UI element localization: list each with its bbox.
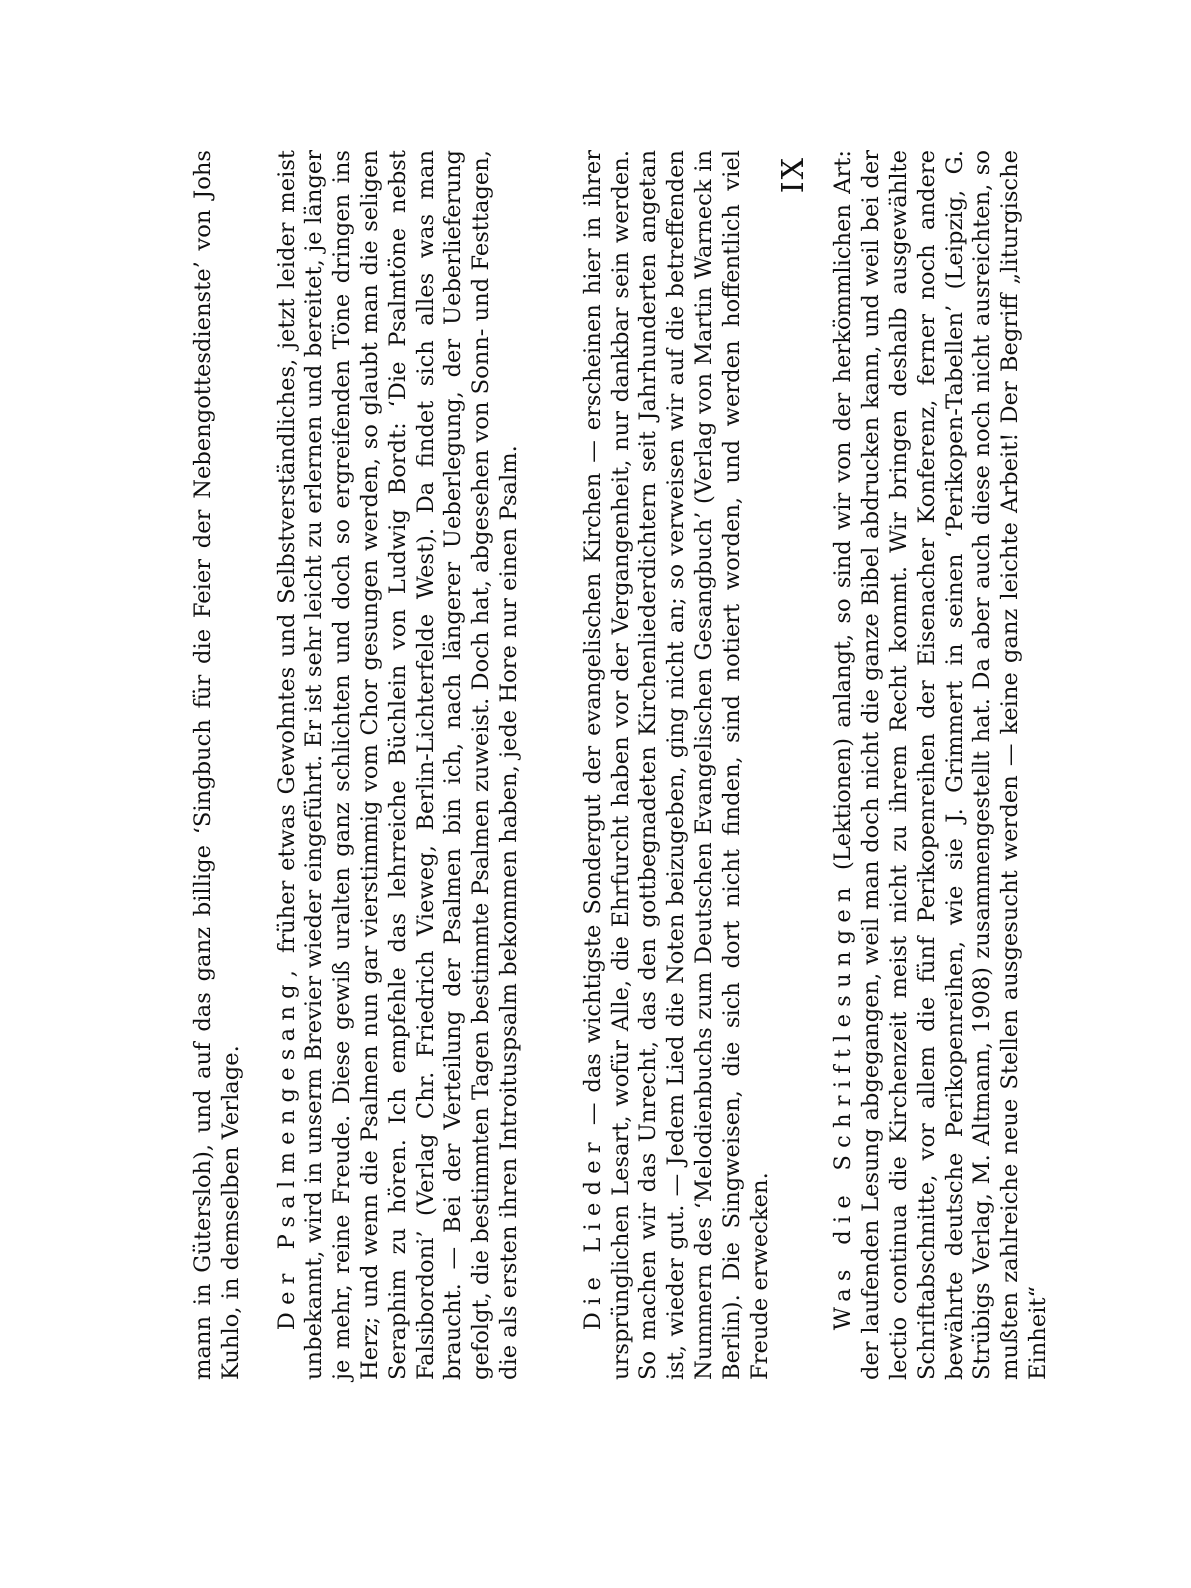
paragraph-text: — das wichtigste Sondergut der evangelischen Kirchen — erscheinen hier in ihrer ursprünglichen Lesart, wofür Alle, die Ehrfurcht haben vor der Vergangenheit, nur dankbar sein werden. So machen wir das Unrecht, das den gottbegnadeten Kirchenliederdichtern seit Jahrhunderten angetan ist, wieder gut. — Jedem Lied die Noten beizugeben, ging nicht an; so verweisen wir auf die betreffenden Nummern des ‘Melodienbuchs zum Deutschen Evangelischen Gesangbuch’ (Verlag von Martin Warneck in Berlin). Die Singweisen, die sich dort nicht finden, sind notiert worden, und werden hoffentlich viel Freude erwecken.	[579, 150, 773, 1380]
rotated-text-block	[190, 150, 1051, 1380]
paragraph-lead: Der Psalmengesang,	[273, 962, 300, 1331]
paragraph-text: mann in Gütersloh), und auf das ganz billige ‘Singbuch für die Feier der Nebengottesdienste’ von Johs Kuhlo, in demselben Verlage.	[190, 150, 244, 1380]
page-number: IX	[776, 156, 812, 194]
paragraph-schriftlesungen	[830, 150, 1052, 1380]
paragraph-psalmengesang	[274, 150, 524, 1380]
paragraph-lead: Die Lieder	[579, 1135, 606, 1331]
paragraph-continuation	[190, 150, 246, 1380]
paragraph-text: (Lektionen) anlangt, so sind wir von der herkömmlichen Art: der laufenden Lesung abgegangen, weil man doch nicht die ganze Bibel abdrucken kann, und weil bei der lectio continua die Kirchenzeit meist nicht zu ihrem Recht kommt. Wir bringen deshalb ausgewählte Schriftabschnitte, vor allem die fünf Perikopenreihen der Eisenacher Konferenz, ferner noch andere bewährte deutsche Perikopenreihen, wie sie J. Grimmert in seinen ‘Perikopen-Tabellen’ (Leipzig, G. Strübigs Verlag, M. Altmann, 1908) zusammengestellt hat. Da aber auch diese noch nicht ausreichten, so mußten zahlreiche neue Stellen ausgesucht werden — keine ganz leichte Arbeit! Der Begriff „liturgische Einheit“	[830, 150, 1051, 1380]
paragraph-lead: Was die Schriftlesungen	[830, 880, 857, 1331]
paragraph-lieder	[580, 150, 775, 1380]
paragraph-text: früher etwas Gewohntes und Selbstverständliches, jetzt leider meist unbekannt, wird in unserm Brevier wieder eingeführt. Er ist sehr leicht zu erlernen und bereitet, je länger je mehr, reine Freude. Diese gewiß uralten ganz schlichten und doch so ergreifenden Töne dringen ins Herz; und wenn die Psalmen nun gar vierstimmig vom Chor gesungen werden, so glaubt man die seligen Seraphim zu hören. Ich empfehle das lehrreiche Büchlein von Ludwig Bordt: ‘Die Psalmtöne nebst Falsibordoni’ (Verlag Chr. Friedrich Vieweg, Berlin-Lichterfelde West). Da findet sich alles was man braucht. — Bei der Verteilung der Psalmen bin ich, nach längerer Ueberlegung, der Ueberlieferung gefolgt, die bestimmten Tagen bestimmte Psalmen zuweist. Doch hat, abgesehen von Sonn- und Festtagen, die als ersten ihren Introituspsalm bekommen haben, jede Hore nur einen Psalm.	[273, 150, 522, 1380]
